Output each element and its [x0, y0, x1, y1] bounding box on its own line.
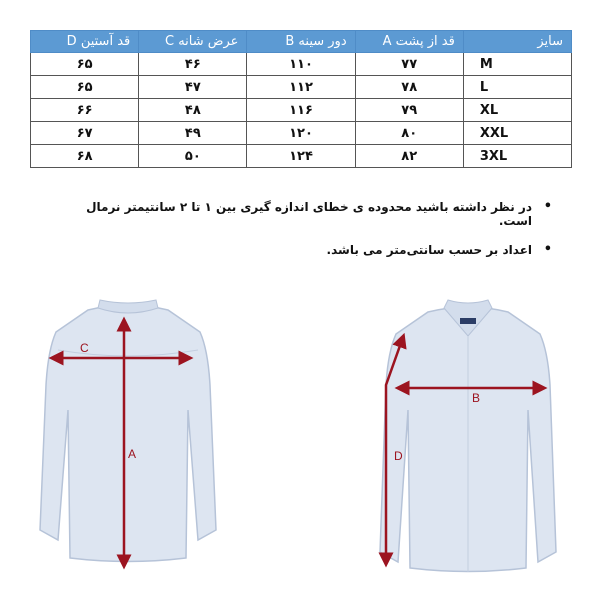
- cell-sleeve: ۶۵: [31, 76, 139, 99]
- note-measurement-error: • در نظر داشته باشید محدوده ی خطای اندازه گیری بین ۱ تا ۲ سانتیمتر نرمال است.: [52, 200, 552, 228]
- cell-size: 3XL: [463, 145, 571, 168]
- cell-shoulder: ۴۷: [139, 76, 247, 99]
- cell-sleeve: ۶۸: [31, 145, 139, 168]
- label-c: C: [80, 341, 89, 355]
- cell-sleeve: ۶۶: [31, 99, 139, 122]
- label-b: B: [472, 391, 481, 405]
- cell-shoulder: ۴۸: [139, 99, 247, 122]
- header-sleeve: قد آستین D: [31, 31, 139, 53]
- cell-shoulder: ۴۶: [139, 53, 247, 76]
- table-row: [31, 76, 572, 99]
- label-a: A: [128, 447, 137, 461]
- shirt-back-body: [40, 305, 216, 562]
- cell-size: XXL: [463, 122, 571, 145]
- note-units: • اعداد بر حسب سانتی‌متر می باشد.: [52, 243, 552, 257]
- cell-shoulder: ۵۰: [139, 145, 247, 168]
- cell-back-length: ۷۷: [355, 53, 463, 76]
- header-shoulder: عرض شانه C: [139, 31, 247, 53]
- cell-chest: ۱۲۴: [247, 145, 355, 168]
- header-chest: دور سینه B: [247, 31, 355, 53]
- cell-chest: ۱۱۰: [247, 53, 355, 76]
- cell-back-length: ۷۸: [355, 76, 463, 99]
- cell-back-length: ۸۰: [355, 122, 463, 145]
- header-back-length: قد از پشت A: [355, 31, 463, 53]
- cell-chest: ۱۱۲: [247, 76, 355, 99]
- cell-sleeve: ۶۵: [31, 53, 139, 76]
- cell-back-length: ۷۹: [355, 99, 463, 122]
- cell-chest: ۱۱۶: [247, 99, 355, 122]
- table-row: [31, 99, 572, 122]
- shirt-back-illustration: [28, 290, 228, 590]
- table-row: [31, 53, 572, 76]
- cell-chest: ۱۲۰: [247, 122, 355, 145]
- cell-size: M: [463, 53, 571, 76]
- cell-back-length: ۸۲: [355, 145, 463, 168]
- table-header-row: [31, 31, 572, 53]
- header-size: سایز: [463, 31, 571, 53]
- size-table: [30, 30, 572, 168]
- table-row: [31, 145, 572, 168]
- table-row: [31, 122, 572, 145]
- cell-size: L: [463, 76, 571, 99]
- label-d: D: [394, 449, 403, 463]
- cell-sleeve: ۶۷: [31, 122, 139, 145]
- notes-list: [52, 200, 552, 272]
- brand-label-icon: [460, 318, 476, 324]
- cell-shoulder: ۴۹: [139, 122, 247, 145]
- cell-size: XL: [463, 99, 571, 122]
- shirt-front-illustration: [368, 290, 568, 590]
- shirt-back-collar: [98, 300, 158, 313]
